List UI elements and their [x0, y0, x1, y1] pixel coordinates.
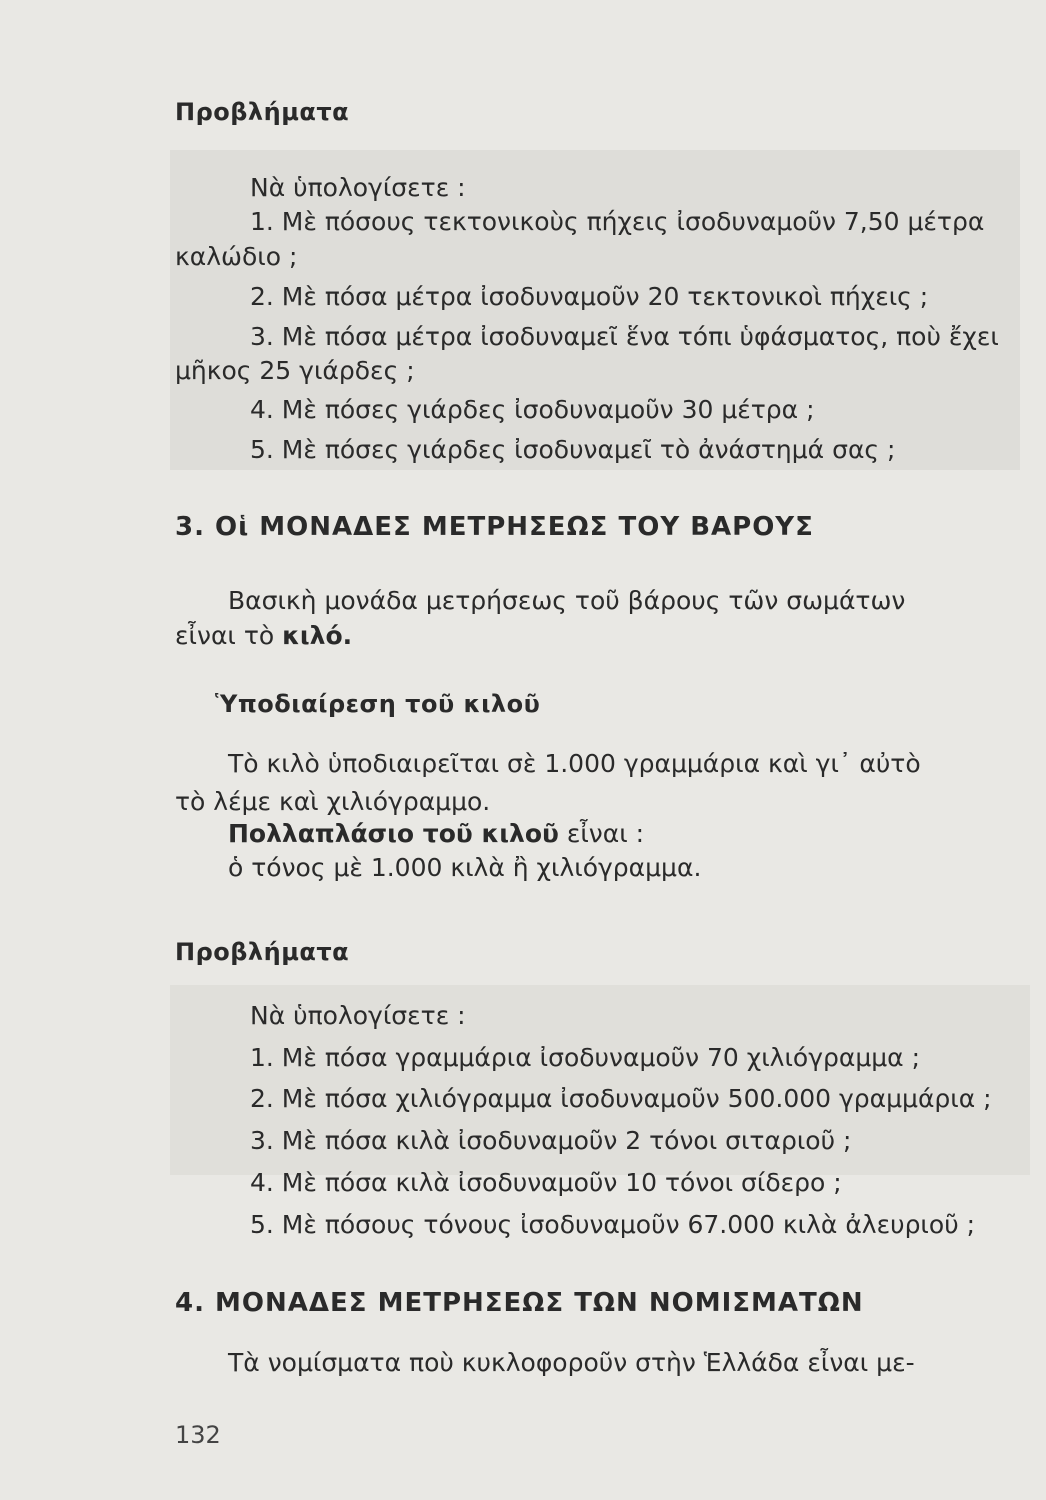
subdivision-line: Τὸ κιλὸ ὑποδιαιρεῖται σὲ 1.000 γραμμάρια καὶ γι᾽ αὐτὸ [228, 749, 921, 778]
multiple-line [228, 818, 644, 850]
section-3-basic-unit-line: Βασικὴ μονάδα μετρήσεως τοῦ βάρους τῶν σωμάτων [228, 586, 906, 615]
section-3-title: 3. Οἱ ΜΟΝΑΔΕΣ ΜΕΤΡΗΣΕΩΣ ΤΟΥ ΒΑΡΟΥΣ [175, 512, 814, 542]
section-3-basic-unit-line-2 [175, 620, 352, 652]
problem-item: μῆκος 25 γιάρδες ; [175, 356, 415, 385]
section-4-title: 4. ΜΟΝΑΔΕΣ ΜΕΤΡΗΣΕΩΣ ΤΩΝ ΝΟΜΙΣΜΑΤΩΝ [175, 1288, 864, 1318]
problem-item: 2. Μὲ πόσα χιλιόγραμμα ἰσοδυναμοῦν 500.000 γραμμάρια ; [250, 1084, 992, 1113]
subdivision-line-2: τὸ λέμε καὶ χιλιόγραμμο. [175, 787, 491, 816]
problems-heading-2: Προβλήματα [175, 938, 350, 966]
problems-heading-1: Προβλήματα [175, 98, 350, 126]
problem-item: καλώδιο ; [175, 242, 298, 271]
basic-unit-text: εἶναι τὸ [175, 621, 283, 650]
problems-intro-1: Νὰ ὑπολογίσετε : [250, 173, 466, 202]
multiple-rest: εἶναι : [558, 819, 645, 848]
problem-item: 2. Μὲ πόσα μέτρα ἰσοδυναμοῦν 20 τεκτονικοὶ πήχεις ; [250, 282, 929, 311]
problem-item: 1. Μὲ πόσους τεκτονικοὺς πήχεις ἰσοδυναμοῦν 7,50 μέτρα [250, 207, 985, 236]
subdivision-heading: Ὑποδιαίρεση τοῦ κιλοῦ [215, 690, 541, 718]
basic-unit-kilo: κιλό. [282, 621, 353, 650]
problem-item: 3. Μὲ πόσα μέτρα ἰσοδυναμεῖ ἕνα τόπι ὑφάσματος, ποὺ ἔχει [250, 322, 999, 351]
problem-item: 5. Μὲ πόσες γιάρδες ἰσοδυναμεῖ τὸ ἀνάστημά σας ; [250, 435, 896, 464]
multiple-line-2: ὁ τόνος μὲ 1.000 κιλὰ ἢ χιλιόγραμμα. [228, 853, 702, 882]
problem-item: 4. Μὲ πόσα κιλὰ ἰσοδυναμοῦν 10 τόνοι σίδερο ; [250, 1168, 842, 1197]
problems-intro-2: Νὰ ὑπολογίσετε : [250, 1001, 466, 1030]
section-4-line: Τὰ νομίσματα ποὺ κυκλοφοροῦν στὴν Ἑλλάδα εἶναι με- [228, 1348, 915, 1377]
problem-item: 1. Μὲ πόσα γραμμάρια ἰσοδυναμοῦν 70 χιλιόγραμμα ; [250, 1043, 921, 1072]
problem-item: 4. Μὲ πόσες γιάρδες ἰσοδυναμοῦν 30 μέτρα ; [250, 395, 815, 424]
problem-item: 5. Μὲ πόσους τόνους ἰσοδυναμοῦν 67.000 κιλὰ ἀλευριοῦ ; [250, 1210, 976, 1239]
page-number: 132 [175, 1421, 221, 1449]
problem-item: 3. Μὲ πόσα κιλὰ ἰσοδυναμοῦν 2 τόνοι σιταριοῦ ; [250, 1126, 852, 1155]
multiple-term: Πολλαπλάσιο τοῦ κιλοῦ [228, 819, 559, 848]
